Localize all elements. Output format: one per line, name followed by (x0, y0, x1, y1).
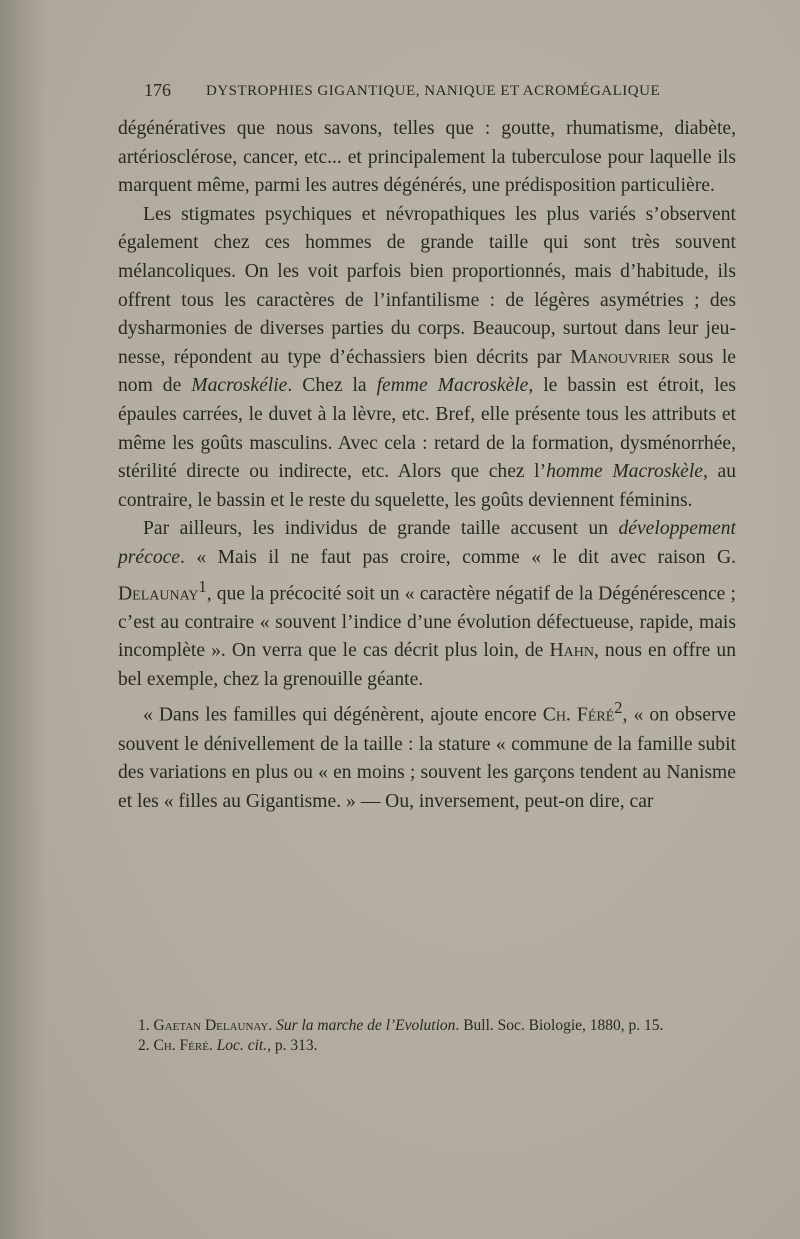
text-run: , nous en offre un bel exemple, chez la grenouille géante. (118, 640, 737, 690)
text-run: , « on observe souvent le dénivellement de la taille : la stature « commune de la famille subit des variations en plus ou « en moins ; souvent les garçons tendent au Nanisme et les « filles au Gigantisme. » — Ou, inversement, peut-on dire, car (118, 704, 736, 812)
footnote (138, 1036, 736, 1056)
text-run: , le bassin est étroit, les épaules carrées, le duvet à la lèvre, etc. Bref, elle présente tous les attributs et même les goûts masculins. Avec cela : retard de la formation, dysménorrhée, stérilité directe ou indirecte, etc. Alors que chez l’ (118, 375, 737, 483)
text-run: Par ailleurs, les individus de grande taille accusent un (143, 518, 619, 540)
body-text (118, 115, 736, 816)
italic-run: homme Macroskèle (546, 461, 704, 483)
italic-run: femme Macroskèle (376, 375, 529, 397)
small-caps-run: Ch. Féré (153, 1037, 209, 1054)
text-run: , au contraire, le bassin et le reste du squelette, les goûts deviennent féminins. (118, 461, 736, 511)
running-title: DYSTROPHIES GIGANTIQUE, NANIQUE ET ACROMÉGALIQUE (206, 83, 661, 99)
text-run: 2. (138, 1037, 154, 1054)
paragraph (118, 201, 736, 516)
text-run: « Dans les familles qui dégénèrent, ajoute encore (143, 704, 543, 726)
small-caps-run: Delaunay (118, 583, 199, 605)
italic-run: Loc. cit. (216, 1037, 268, 1054)
text-run: , que la précocité soit un « caractère négatif de la Dégénérescence ; c’est au contraire « souvent l’indice d’une évolution défectueuse, rapide, mais incomplète ». On verra que le cas décrit plus loin, de (118, 583, 736, 662)
italic-run: Sur la marche de l’Evolution (276, 1017, 456, 1034)
italic-run: développement précoce (118, 518, 736, 568)
text-run: sous le nom de (118, 346, 736, 397)
text-run: Les stigmates psychiques et névropathiques les plus variés s’observent également chez ces hommes de grande taille qui sont très souvent mélancoliques. On les voit parfois bien proportionnés, mais d’habitude, ils offrent tous les caractères de l’infantilisme : de légères asymétries ; des dysharmonies de diverses parties du corps. Beaucoup, surtout dans leur jeunesse, répondent au type d’échassiers bien décrits par (118, 203, 736, 368)
small-caps-run: Hahn (549, 640, 594, 662)
text-run: . Chez la (287, 375, 377, 397)
small-caps-run: Ch. Féré (542, 704, 615, 726)
paragraph (118, 115, 736, 201)
text-run: . « Mais il ne faut pas croire, comme « le dit avec raison G. (180, 546, 736, 568)
paragraph (118, 694, 736, 816)
paragraph (118, 515, 736, 694)
text-run: 1. (138, 1017, 154, 1034)
footnotes (138, 1016, 736, 1056)
text-run: . (268, 1017, 277, 1034)
footnote (138, 1016, 736, 1036)
running-header (144, 80, 674, 104)
page-number: 176 (144, 80, 171, 100)
italic-run: Macroskélie (191, 375, 288, 397)
small-caps-run: Gaetan Delaunay (153, 1017, 269, 1034)
page-gutter-shadow (0, 0, 46, 1239)
text-run: . (208, 1037, 217, 1054)
footnote-ref: 1 (198, 576, 207, 596)
text-run: , p. 313. (267, 1037, 318, 1054)
text-run: dégénératives que nous savons, telles que : goutte, rhumatisme, diabète, artériosclérose, cancer, etc... et principalement la tuberculose pour laquelle ils marquent même, parmi les autres dégénérés, une prédisposition particulière. (118, 118, 736, 197)
text-run: . Bull. Soc. Biologie, 1880, p. 15. (455, 1017, 664, 1034)
footnote-ref: 2 (614, 698, 623, 718)
small-caps-run: Manouvrier (570, 346, 671, 368)
